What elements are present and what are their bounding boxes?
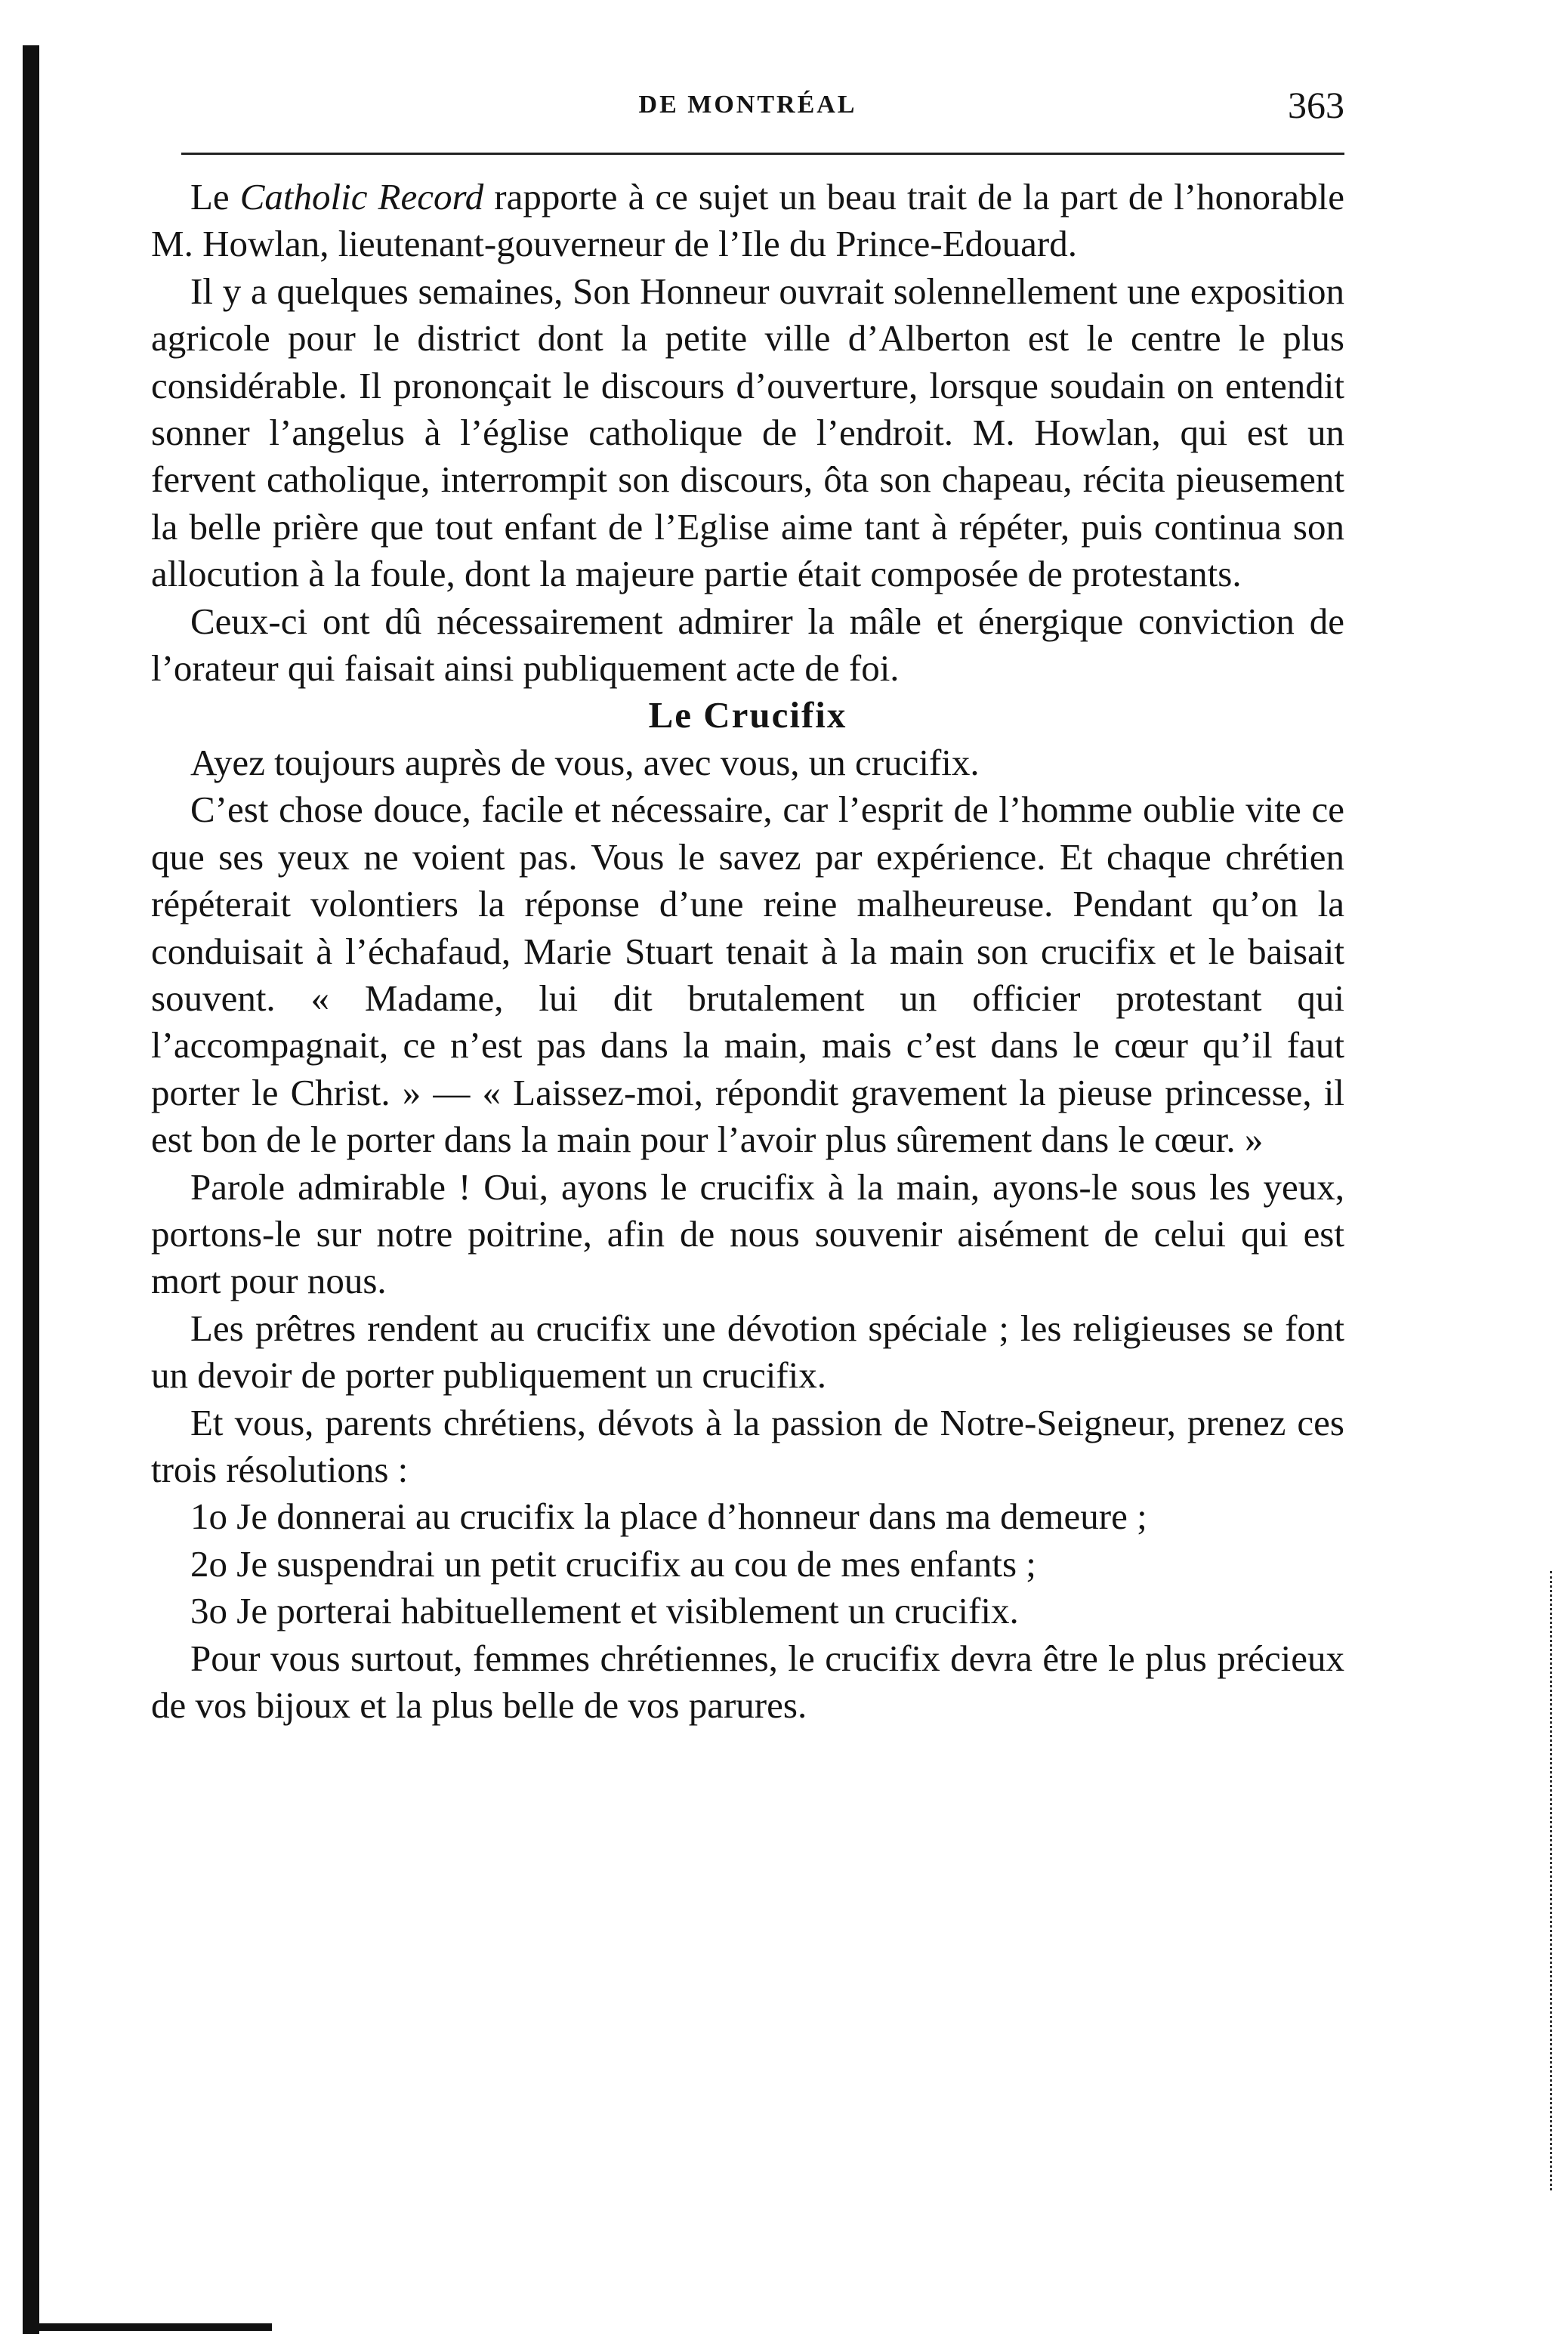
- scan-edge-bottom: [23, 2323, 272, 2331]
- page-number: 363: [1288, 84, 1344, 126]
- paragraph: Pour vous surtout, femmes chrétiennes, le crucifix devra être le plus précieux de vos bijoux et la plus belle de vos parures.: [151, 1637, 1344, 1726]
- paragraph: Et vous, parents chrétiens, dévots à la passion de Notre-Seigneur, prenez ces trois résolutions :: [151, 1401, 1344, 1490]
- newspaper-title: Catholic Record: [239, 176, 484, 218]
- paragraph-text: rapporte à ce sujet un beau trait de la part de l’honorable M. Howlan, lieutenant-gouverneur de l’Ile du Prince-Edouard.: [151, 176, 1345, 265]
- paragraph: Ayez toujours auprès de vous, avec vous, un crucifix.: [190, 741, 980, 783]
- section-heading: Le Crucifix: [648, 694, 847, 736]
- paragraph: Parole admirable ! Oui, ayons le crucifix à la main, ayons-le sous les yeux, portons-le sur notre poitrine, afin de nous souvenir aisément de celui qui est mort pour nous.: [151, 1165, 1344, 1302]
- resolution-item: 1o Je donnerai au crucifix la place d’honneur dans ma demeure ;: [190, 1496, 1147, 1538]
- header-rule: [181, 153, 1344, 155]
- running-head: [151, 83, 1344, 136]
- paragraph: Les prêtres rendent au crucifix une dévotion spéciale ; les religieuses se font un devoir de porter publiquement un crucifix.: [151, 1307, 1344, 1397]
- paragraph: Ceux-ci ont dû nécessairement admirer la mâle et énergique conviction de l’orateur qui faisait ainsi publiquement acte de foi.: [151, 600, 1344, 690]
- paragraph: [151, 174, 1344, 268]
- resolution-item: 2o Je suspendrai un petit crucifix au cou de mes enfants ;: [190, 1542, 1036, 1585]
- scan-edge-left: [23, 45, 39, 2334]
- resolution-item: 3o Je porterai habituellement et visiblement un crucifix.: [190, 1590, 1019, 1632]
- paragraph: C’est chose douce, facile et nécessaire, car l’esprit de l’homme oublie vite ce que ses yeux ne voient pas. Vous le savez par expérience. Et chaque chrétien répéterait volontiers la réponse d’une reine malheureuse. Pendant qu’on la conduisait à l’échafaud, Marie Stuart tenait à la main son crucifix et le baisait souvent. « Madame, lui dit brutalement un officier protestant qui l’accompagnait, ce n’est pas dans la main, mais c’est dans le cœur qu’il faut porter le Christ. » — « Laissez-moi, répondit gravement la pieuse princesse, il est bon de le porter dans la main pour l’avoir plus sûrement dans le cœur. »: [151, 789, 1344, 1161]
- scan-edge-right: [1550, 1571, 1554, 2190]
- book-page: [151, 83, 1344, 1729]
- body-text: [151, 174, 1344, 1729]
- running-title: DE MONTRÉAL: [638, 91, 857, 119]
- paragraph-lead: Le: [190, 176, 230, 218]
- paragraph: Il y a quelques semaines, Son Honneur ouvrait solennellement une exposition agricole pour le district dont la petite ville d’Alberton est le centre le plus considérable. Il prononçait le discours d’ouverture, lorsque soudain on entendit sonner l’angelus à l’église catholique de l’endroit. M. Howlan, qui est un fervent catholique, interrompit son discours, ôta son chapeau, récita pieusement la belle prière que tout enfant de l’Eglise aime tant à répéter, puis continua son allocution à la foule, dont la majeure partie était composée de protestants.: [151, 270, 1344, 595]
